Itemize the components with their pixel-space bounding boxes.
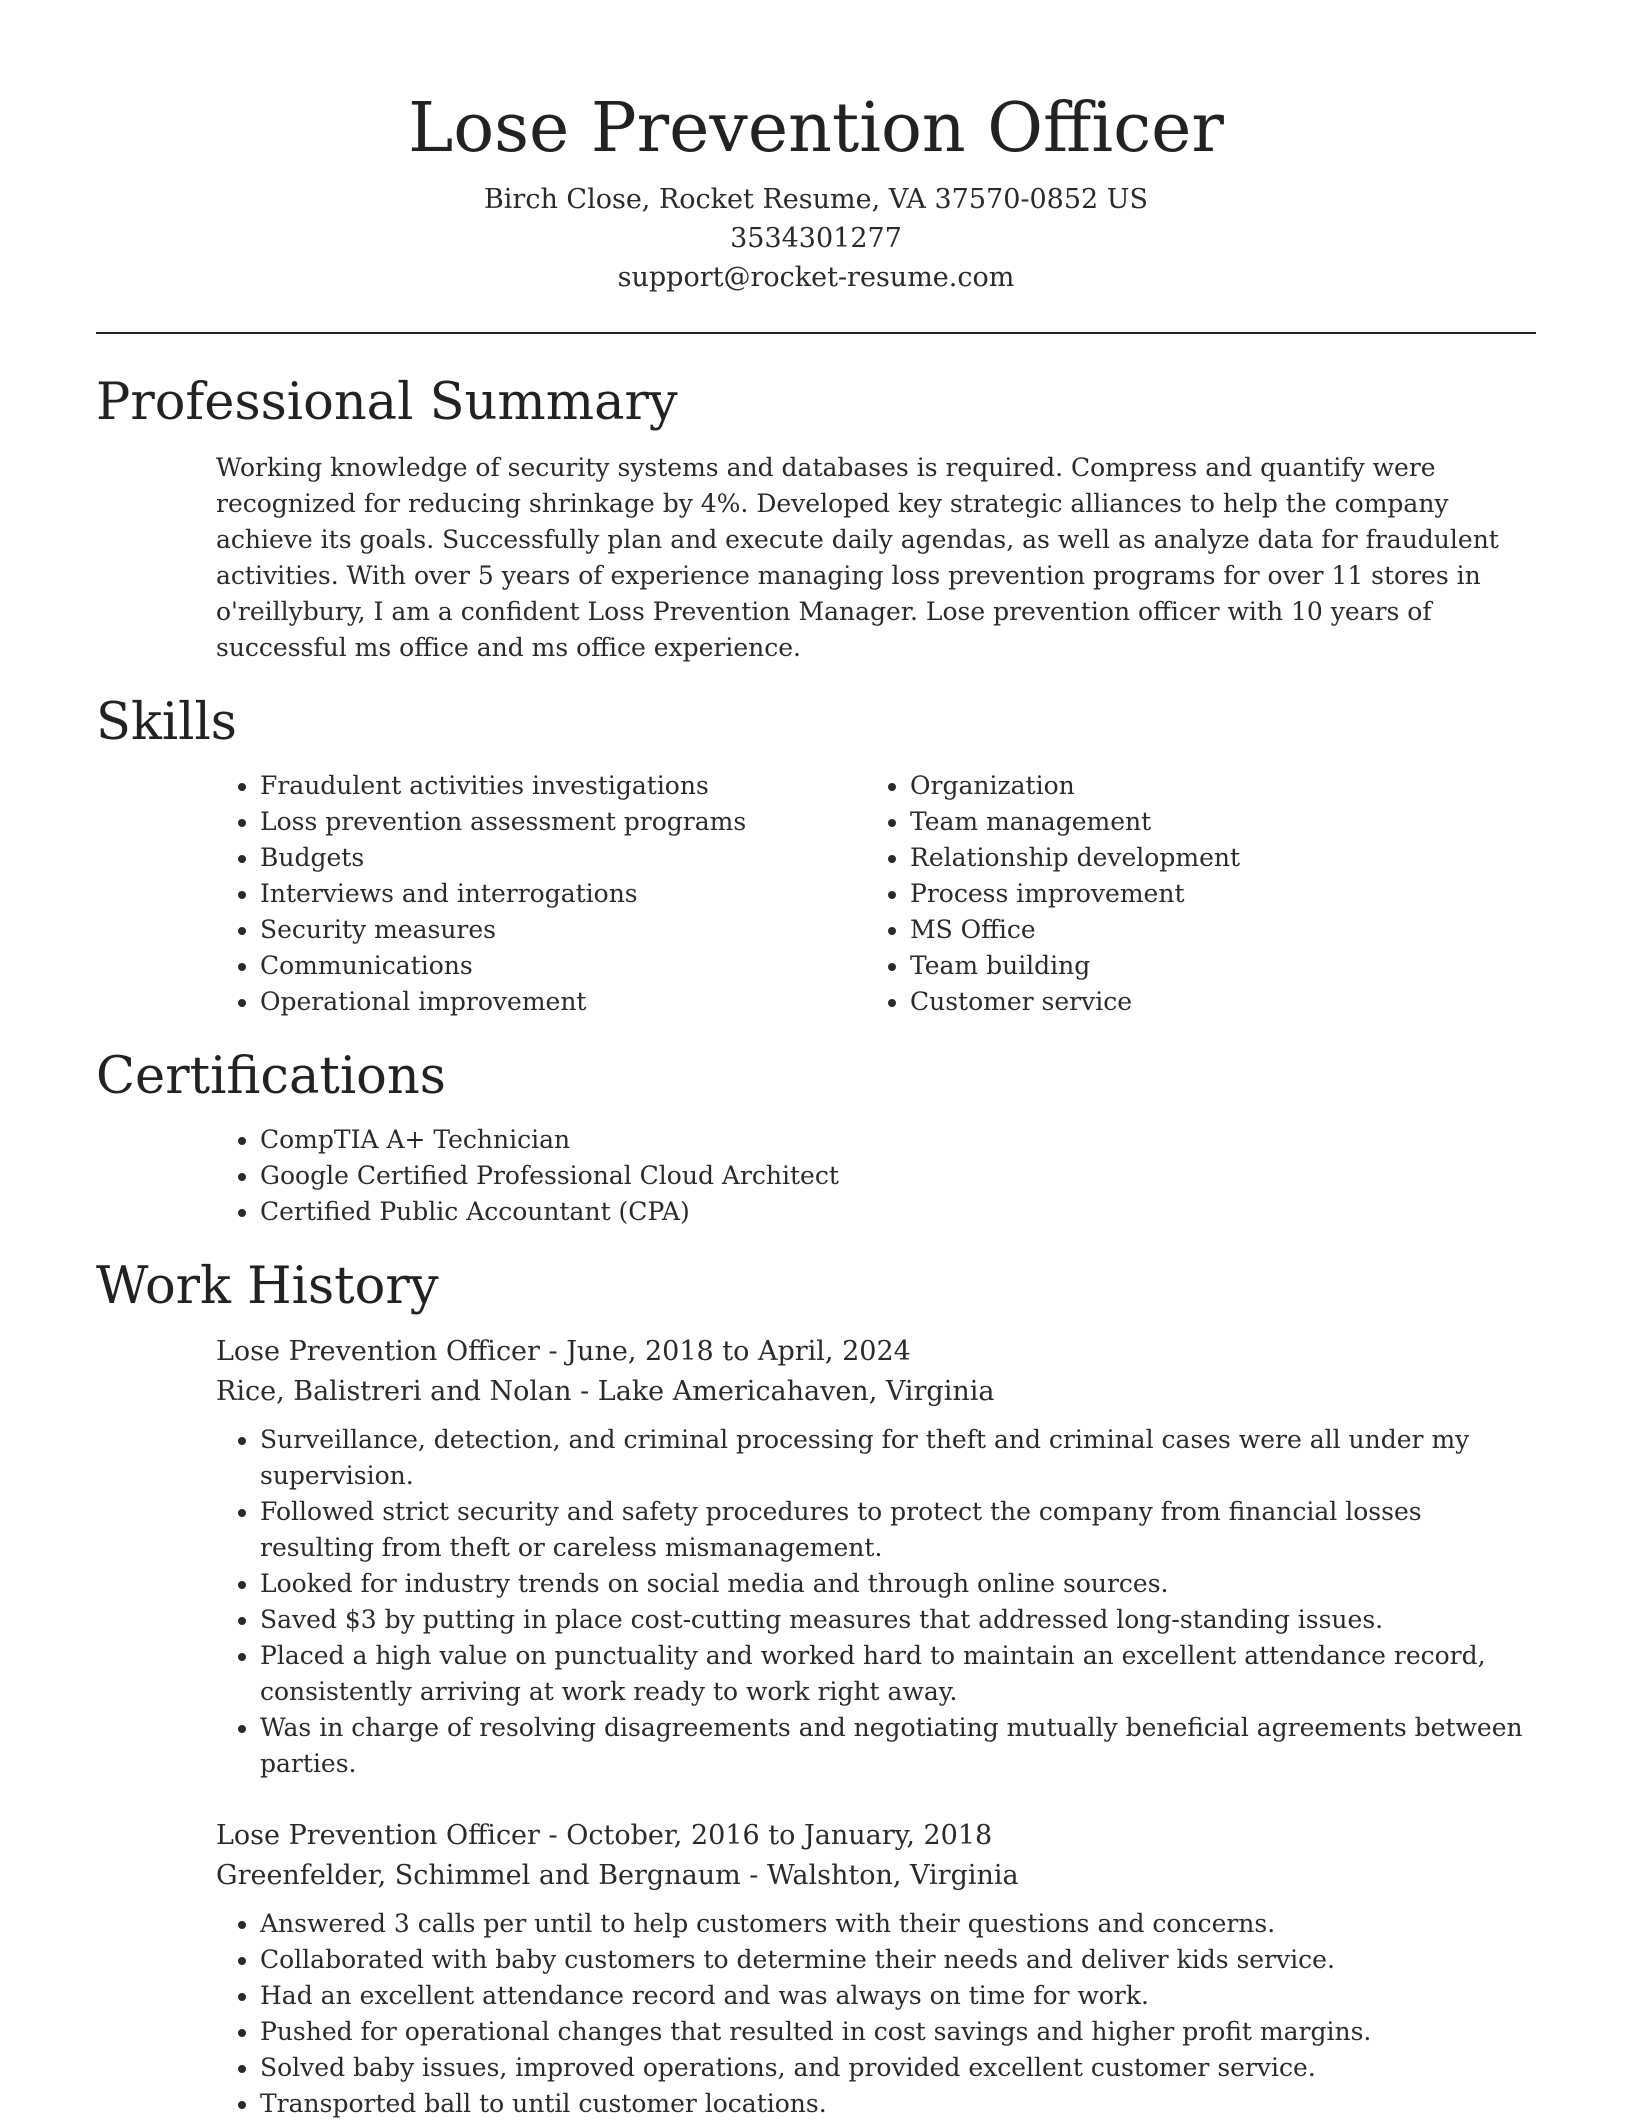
job-bullet-list [216, 1422, 1536, 1782]
certifications-heading: Certifications [96, 1047, 446, 1106]
job-bullet: • Had an excellent attendance record and was always on time for work. [260, 1978, 1536, 2014]
skill-item: • Process improvement [910, 876, 1516, 912]
job-bullet: • Solved baby issues, improved operations, and provided excellent customer service. [260, 2050, 1536, 2086]
skill-item: • Relationship development [910, 840, 1516, 876]
summary-heading: Professional Summary [96, 373, 678, 432]
job-bullet: • Answered 3 calls per until to help customers with their questions and concerns. [260, 1906, 1536, 1942]
job-bullet: • Was in charge of resolving disagreements and negotiating mutually beneficial agreements between parties. [260, 1710, 1536, 1782]
job-entry [216, 1332, 1536, 1782]
job-bullet: • Placed a high value on punctuality and worked hard to maintain an excellent attendance record, consistently arriving at work ready to work right away. [260, 1638, 1536, 1710]
job-title-line: Lose Prevention Officer - October, 2016 to January, 2018 [216, 1820, 993, 1851]
job-bullet: • Looked for industry trends on social media and through online sources. [260, 1566, 1536, 1602]
skill-item: • MS Office [910, 912, 1516, 948]
job-company-line: Greenfelder, Schimmel and Bergnaum - Walshton, Virginia [216, 1860, 1019, 1891]
certification-item: • Certified Public Accountant (CPA) [260, 1194, 1536, 1230]
resume-page [96, 0, 1536, 2122]
certification-item: • CompTIA A+ Technician [260, 1122, 1536, 1158]
skill-item: • Operational improvement [260, 984, 866, 1020]
skill-item: • Budgets [260, 840, 866, 876]
job-bullet: • Collaborated with baby customers to determine their needs and deliver kids service. [260, 1942, 1536, 1978]
resume-name: Lose Prevention Officer [408, 89, 1224, 168]
job-bullet: • Transported ball to until customer locations. [260, 2086, 1536, 2122]
skills-column-right [866, 768, 1516, 1020]
skills-section [96, 692, 1536, 1020]
skill-item: • Team management [910, 804, 1516, 840]
job-title-line: Lose Prevention Officer - June, 2018 to April, 2024 [216, 1336, 911, 1367]
job-bullet: • Saved $3 by putting in place cost-cutting measures that addressed long-standing issues. [260, 1602, 1536, 1638]
skill-item: • Security measures [260, 912, 866, 948]
skill-item: • Team building [910, 948, 1516, 984]
job-bullet: • Surveillance, detection, and criminal processing for theft and criminal cases were all under my supervision. [260, 1422, 1536, 1494]
contact-address: Birch Close, Rocket Resume, VA 37570-0852 US [483, 184, 1149, 215]
skill-item: • Organization [910, 768, 1516, 804]
skills-list [216, 768, 1536, 1020]
header-divider [96, 332, 1536, 334]
skill-item: • Interviews and interrogations [260, 876, 866, 912]
certifications-list [216, 1122, 1536, 1230]
job-bullet: • Followed strict security and safety procedures to protect the company from financial losses resulting from theft or careless mismanagement. [260, 1494, 1536, 1566]
job-entry [216, 1816, 1536, 2122]
contact-block [96, 180, 1536, 297]
skills-column-left [216, 768, 866, 1020]
summary-section [96, 372, 1536, 666]
contact-email: support@rocket-resume.com [617, 262, 1015, 293]
contact-phone: 3534301277 [730, 223, 902, 254]
skill-item: • Fraudulent activities investigations [260, 768, 866, 804]
job-bullet-list [216, 1906, 1536, 2122]
job-company-line: Rice, Balistreri and Nolan - Lake Americahaven, Virginia [216, 1376, 995, 1407]
work-history-section [96, 1256, 1536, 2122]
skills-heading: Skills [96, 693, 237, 752]
job-bullet: • Pushed for operational changes that resulted in cost savings and higher profit margins. [260, 2014, 1536, 2050]
summary-text: Working knowledge of security systems and databases is required. Compress and quantify were recognized for reducing shrinkage by 4%. Developed key strategic alliances to help the company achieve its goals. Successfully plan and execute daily agendas, as well as analyze data for fraudulent activities. With over 5 years of experience managing loss prevention programs for over 11 stores in o'reillybury, I am a confident Loss Prevention Manager. Lose prevention officer with 10 years of successful ms office and ms office experience. [216, 453, 1499, 662]
skill-item: • Communications [260, 948, 866, 984]
work-history-heading: Work History [96, 1257, 439, 1316]
skill-item: • Customer service [910, 984, 1516, 1020]
certification-item: • Google Certified Professional Cloud Architect [260, 1158, 1536, 1194]
skill-item: • Loss prevention assessment programs [260, 804, 866, 840]
certifications-section [96, 1046, 1536, 1230]
